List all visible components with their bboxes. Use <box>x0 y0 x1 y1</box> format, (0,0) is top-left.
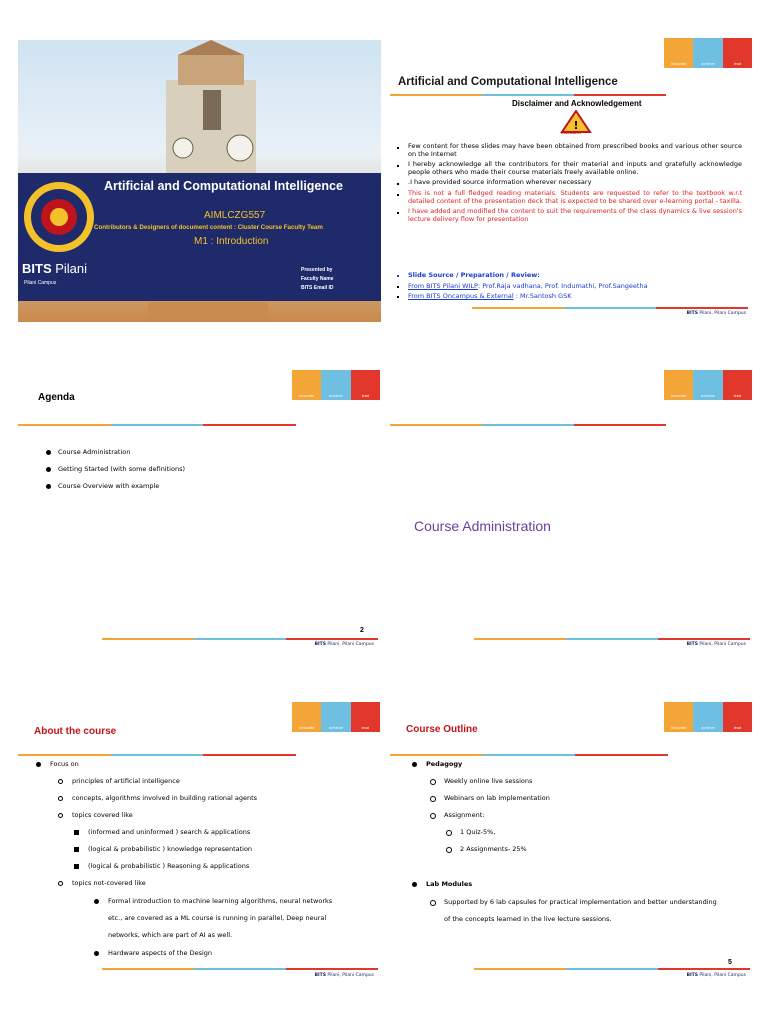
banner-lead: lead <box>723 370 752 400</box>
source-line-1 <box>396 281 742 292</box>
lab-item: Supported by 6 lab capsules for practical implementation and better understanding of the concepts learned in the live lecture sessions. <box>430 894 720 928</box>
bullet-ring <box>430 900 436 906</box>
bullet-dot <box>397 275 399 277</box>
agenda-title: Agenda <box>38 392 75 403</box>
footer-brand: BITS Pilani, Pilani Campus <box>314 642 374 647</box>
banner-lead: lead <box>723 702 752 732</box>
lab-row: Lab Modules <box>412 880 742 897</box>
list-item: Course Administration <box>46 448 346 456</box>
source-line-2 <box>396 291 742 302</box>
footer-line <box>102 968 378 970</box>
banner-achieve: achieve <box>321 370 350 400</box>
bullet-ring <box>58 779 63 784</box>
source-block <box>396 270 742 302</box>
faculty-name: Faculty Name <box>301 276 334 282</box>
slide-course-outline <box>390 700 754 988</box>
about-content <box>36 760 372 966</box>
source-text-2: : Mr.Santosh GSK <box>513 292 572 300</box>
banner-innovate: innovate <box>664 370 693 400</box>
bullet-dot <box>94 951 99 956</box>
bullet-dot <box>397 194 399 196</box>
banner-achieve: achieve <box>693 702 722 732</box>
disclaimer-text: I have added and modified the content to suit the requirements of the class dynamics & live session's lecture delivery flow for presentation <box>408 207 742 223</box>
bullet-ring <box>446 830 452 836</box>
topic-item: (logical & probabilistic ) knowledge representation <box>74 845 372 862</box>
bullet-dot <box>46 484 51 489</box>
focus-row: Focus on <box>36 760 372 777</box>
svg-text:!: ! <box>573 119 579 132</box>
page-number: 2 <box>360 627 364 634</box>
section-title: Course Administration <box>414 518 551 534</box>
banner-lead: lead <box>351 370 380 400</box>
footer-brand: BITS Pilani, Pilani Campus <box>314 973 374 978</box>
slide2-title: Artificial and Computational Intelligence <box>398 76 618 88</box>
bullet-dot <box>397 147 399 149</box>
ped-item: Webinars on lab implementation <box>430 794 742 811</box>
sub-item: topics covered like <box>58 811 372 828</box>
slide-course-admin <box>390 366 754 654</box>
campus-name: Pilani Campus <box>24 280 57 286</box>
title-underline <box>18 754 296 756</box>
bullet-dot <box>36 762 41 767</box>
bullet-ring <box>58 796 63 801</box>
tower-base <box>148 302 268 322</box>
disclaimer-text: I hereby acknowledge all the contributors for their material and inputs and gratefully acknowledge people others who made their course materials freely available online. <box>408 160 742 176</box>
presenter-block <box>301 266 334 293</box>
footer-brand: BITS Pilani, Pilani Campus <box>686 311 746 316</box>
brand-banner <box>292 370 380 400</box>
page-number: 5 <box>728 959 732 966</box>
bullet-dot <box>46 450 51 455</box>
topic-item: (informed and uninformed ) search & applications <box>74 828 372 845</box>
sub-item: concepts, algorithms involved in building rational agents <box>58 794 372 811</box>
list-item: Course Overview with example <box>46 482 346 490</box>
bullet-ring <box>58 881 63 886</box>
ped-item: Weekly online live sessions <box>430 777 742 794</box>
brand-banner <box>664 38 752 68</box>
disclaimer-text: .I have provided source information wherever necessary <box>408 178 592 187</box>
clock-face-right <box>227 135 253 161</box>
tower-top <box>178 55 244 85</box>
bullet-dot <box>412 882 417 887</box>
slide2-subtitle: Disclaimer and Acknowledgement <box>512 99 642 108</box>
bullet-dot <box>397 212 399 214</box>
tower-arch <box>203 90 221 130</box>
about-title: About the course <box>34 726 117 737</box>
bullet-dot <box>94 899 99 904</box>
disclaimer-item <box>396 179 742 187</box>
bullet-dot <box>46 467 51 472</box>
banner-achieve: achieve <box>321 702 350 732</box>
slide-title <box>18 40 381 322</box>
disclaimer-item <box>396 143 742 158</box>
nc-item: Hardware aspects of the Design <box>94 949 372 966</box>
bullet-dot <box>397 286 399 288</box>
brand-rest: Pilani <box>51 261 88 276</box>
sub-item: principles of artificial intelligence <box>58 777 372 794</box>
nc-item: Formal introduction to machine learning algorithms, neural networks etc., are covered as a ML course is running in parallel, Deep neural networks, which are part of AI as well. <box>94 893 334 944</box>
disclaimer-label: Disclaimer <box>561 130 582 135</box>
source-heading-row <box>396 270 742 281</box>
contributors-text: Contributors & Designers of document content : Cluster Course Faculty Team <box>94 224 323 231</box>
bullet-square <box>74 847 79 852</box>
tower-roof <box>178 40 244 55</box>
bullet-ring <box>430 813 436 819</box>
bits-emblem-logo <box>22 180 96 254</box>
footer-line <box>102 638 378 640</box>
agenda-list <box>46 448 346 499</box>
banner-innovate: innovate <box>292 702 321 732</box>
disclaimer-item <box>396 190 742 205</box>
footer-line <box>472 307 748 309</box>
banner-innovate: innovate <box>292 370 321 400</box>
banner-innovate: innovate <box>664 702 693 732</box>
brand-banner <box>292 702 380 732</box>
assign-item: 1 Quiz-5%, <box>446 828 742 845</box>
brand-bold: BITS <box>22 261 52 276</box>
disclaimer-item <box>396 161 742 176</box>
bullet-ring <box>58 813 63 818</box>
bullet-dot <box>397 165 399 167</box>
banner-lead: lead <box>351 702 380 732</box>
brand-banner <box>664 370 752 400</box>
disclaimer-text: Few content for these slides may have been obtained from prescribed books and various other source on the Internet <box>408 142 742 158</box>
disclaimer-list <box>396 143 742 226</box>
footer-brand: BITS Pilani, Pilani Campus <box>686 642 746 647</box>
bullet-dot <box>397 183 399 185</box>
banner-lead: lead <box>723 38 752 68</box>
assign-item: 2 Assignments- 25% <box>446 845 742 862</box>
title-underline <box>390 94 666 96</box>
bullet-dot <box>397 296 399 298</box>
sub-item: topics not-covered like <box>58 879 372 896</box>
source-link-2[interactable]: From BITS Oncampus & External <box>408 292 514 300</box>
disclaimer-item <box>396 208 742 223</box>
pedagogy-row: Pedagogy <box>412 760 742 777</box>
bullet-ring <box>430 796 436 802</box>
banner-achieve: achieve <box>693 370 722 400</box>
clock-face-left <box>173 138 193 158</box>
banner-achieve: achieve <box>693 38 722 68</box>
module-title: M1 : Introduction <box>194 236 269 247</box>
list-item: Getting Started (with some definitions) <box>46 465 346 473</box>
bullet-square <box>74 830 79 835</box>
footer-line <box>474 638 750 640</box>
footer-line <box>474 968 750 970</box>
brand <box>22 261 87 276</box>
banner-innovate: innovate <box>664 38 693 68</box>
title-underline <box>390 754 668 756</box>
ped-item: Assignment: <box>430 811 742 828</box>
topic-item: (logical & probabilistic ) Reasoning & applications <box>74 862 372 879</box>
bullet-dot <box>412 762 417 767</box>
slide1-title: Artificial and Computational Intelligence <box>104 179 343 193</box>
slide-disclaimer <box>390 38 754 323</box>
source-heading: Slide Source / Preparation / Review: <box>408 271 540 279</box>
source-link-1[interactable]: From BITS Pilani WILP <box>408 281 478 290</box>
course-code: AIMLCZG557 <box>204 210 266 221</box>
source-text-1: : Prof.Raja vadhana, Prof. Indumathi, Prof.Sangeetha <box>477 281 648 290</box>
title-underline <box>18 424 296 426</box>
bullet-square <box>74 864 79 869</box>
slide-agenda <box>18 366 382 654</box>
bullet-ring <box>430 779 436 785</box>
email-id: BITS Email ID <box>301 285 334 291</box>
disclaimer-text: This is not a full fledged reading materials. Students are requested to refer to the textbook w.r.t detailed content of the presentation deck that is expected to be shared over e-learning portal - taxilla. <box>408 188 742 205</box>
slide-about-course <box>18 700 382 988</box>
bullet-ring <box>446 847 452 853</box>
title-underline <box>390 424 666 426</box>
footer-brand: BITS Pilani, Pilani Campus <box>686 973 746 978</box>
outline-title: Course Outline <box>406 724 478 735</box>
outline-content <box>412 760 742 928</box>
presented-by: Presented by <box>301 267 333 273</box>
brand-banner <box>664 702 752 732</box>
